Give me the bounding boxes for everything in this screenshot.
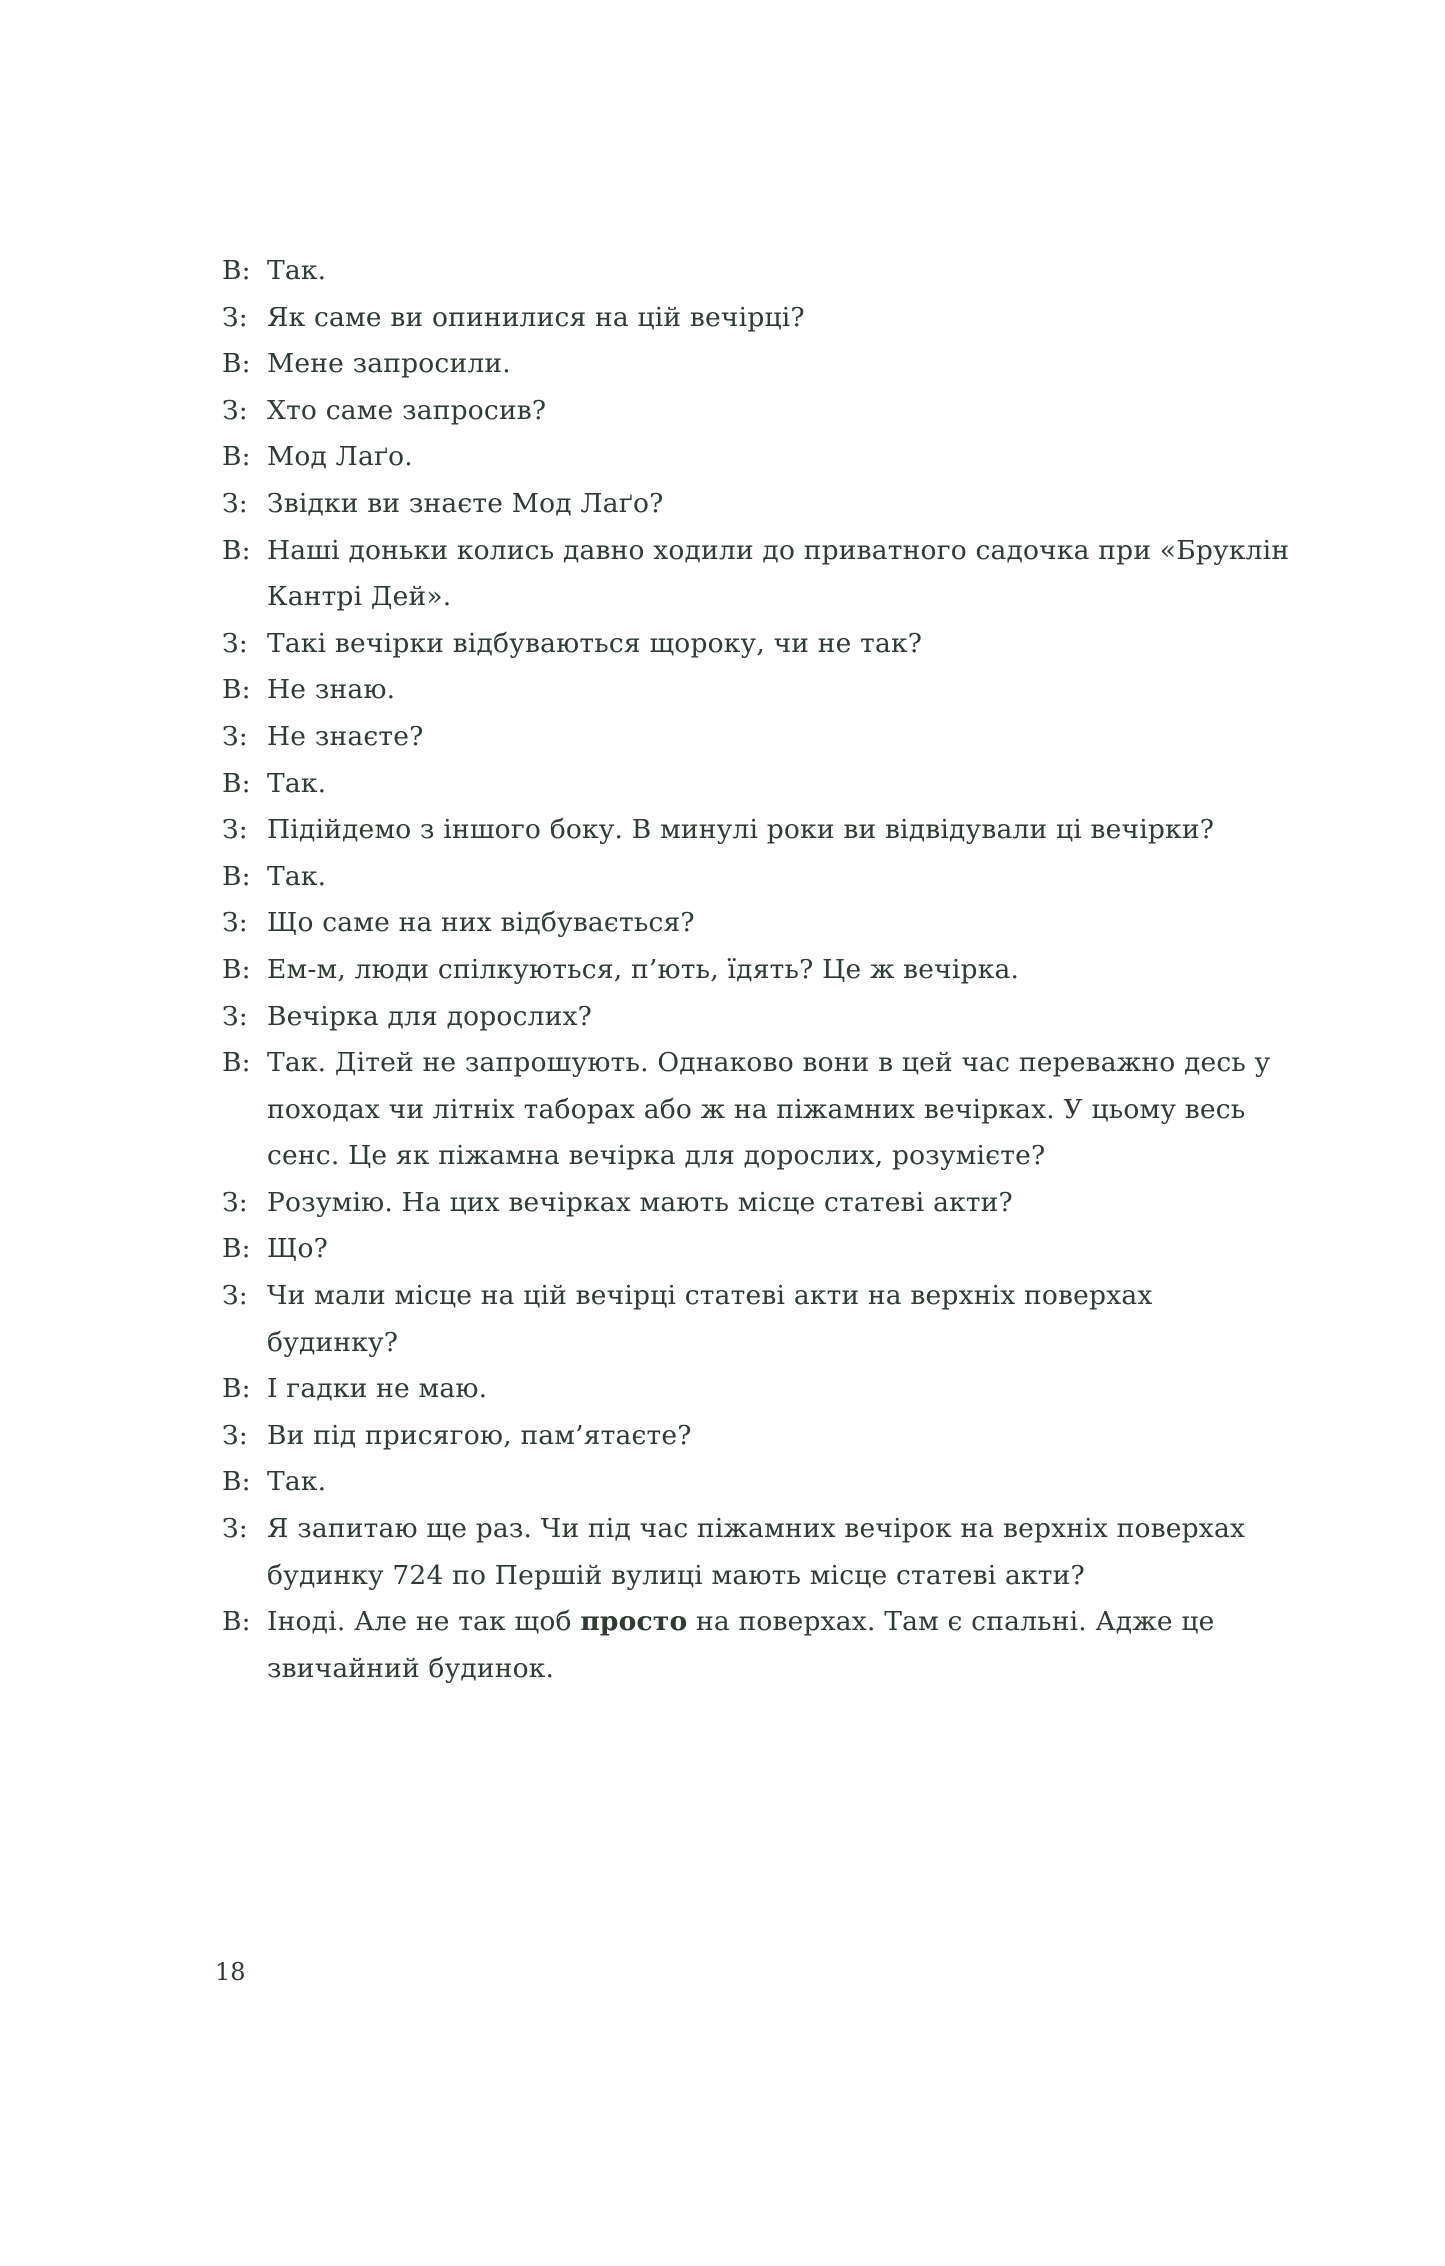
transcript-line — [222, 1040, 1292, 1180]
speaker-label: В: — [222, 860, 251, 892]
utterance-text: Такі вечірки відбуваються щороку, чи не так? — [267, 627, 923, 659]
utterance-text: Звідки ви знаєте Мод Лаґо? — [267, 487, 664, 519]
utterance-text: Не знаю. — [267, 674, 396, 706]
speaker-label: В: — [222, 348, 251, 380]
speaker-label: З: — [222, 1000, 248, 1032]
utterance-text: Так. — [267, 767, 327, 799]
speaker-label: З: — [222, 1419, 248, 1451]
speaker-label: З: — [222, 720, 248, 752]
speaker-label: В: — [222, 767, 251, 799]
utterance-text: Мене запросили. — [267, 348, 511, 380]
transcript-line — [222, 1366, 1292, 1413]
speaker-label: В: — [222, 674, 251, 706]
transcript-line — [222, 621, 1292, 668]
transcript-line — [222, 434, 1292, 481]
speaker-label: З: — [222, 487, 248, 519]
speaker-label: З: — [222, 814, 248, 846]
transcript-line — [222, 947, 1292, 994]
transcript-line — [222, 854, 1292, 901]
utterance-text: Хто саме запросив? — [267, 394, 547, 426]
speaker-label: З: — [222, 627, 248, 659]
utterance-text: Не знаєте? — [267, 720, 424, 752]
transcript-line — [222, 1599, 1292, 1692]
speaker-label: В: — [222, 1373, 251, 1405]
utterance-text: Так. — [267, 1466, 327, 1498]
transcript-line — [222, 1273, 1292, 1366]
utterance-text: І гадки не маю. — [267, 1373, 488, 1405]
transcript-line — [222, 1506, 1292, 1599]
utterance-text: Підійдемо з іншого боку. В минулі роки ви відвідували ці вечірки? — [267, 814, 1215, 846]
utterance-text: Вечірка для дорослих? — [267, 1000, 593, 1032]
utterance-text: Що? — [267, 1233, 329, 1265]
transcript-line — [222, 248, 1292, 295]
speaker-label: В: — [222, 953, 251, 985]
utterance-text: Як саме ви опинилися на цій вечірці? — [267, 301, 805, 333]
transcript-body — [222, 248, 1292, 1692]
transcript-line — [222, 1413, 1292, 1460]
transcript-line — [222, 900, 1292, 947]
speaker-label: З: — [222, 1280, 248, 1312]
utterance-text: Так. Дітей не запрошують. Однаково вони в цей час переважно десь у походах чи літніх таборах або ж на піжамних вечірках. У цьому весь сенс. Це як піжамна вечірка для дорослих, розумієте? — [267, 1047, 1271, 1172]
transcript-line — [222, 1226, 1292, 1273]
utterance-text: Я запитаю ще раз. Чи під час піжамних вечірок на верхніх поверхах будинку 724 по Першій вулиці мають місце статеві акти? — [267, 1513, 1246, 1591]
page-number: 18 — [215, 1958, 246, 1986]
utterance-text: Так. — [267, 255, 327, 286]
transcript-line — [222, 528, 1292, 621]
transcript-line — [222, 667, 1292, 714]
utterance-text: Чи мали місце на цій вечірці статеві акти на верхніх поверхах будинку? — [267, 1280, 1153, 1358]
utterance-text: Іноді. Але не так щоб просто на поверхах. Там є спальні. Адже це звичайний будинок. — [267, 1606, 1215, 1684]
transcript-line — [222, 388, 1292, 435]
speaker-label: З: — [222, 394, 248, 426]
speaker-label: З: — [222, 301, 248, 333]
transcript-line — [222, 994, 1292, 1041]
speaker-label: В: — [222, 1606, 251, 1638]
transcript-line — [222, 807, 1292, 854]
utterance-text: Ем-м, люди спілкуються, п’ють, їдять? Це ж вечірка. — [267, 953, 1020, 985]
speaker-label: В: — [222, 1047, 251, 1079]
speaker-label: В: — [222, 1466, 251, 1498]
transcript-line — [222, 341, 1292, 388]
transcript-line — [222, 1180, 1292, 1227]
speaker-label: З: — [222, 1513, 248, 1545]
speaker-label: В: — [222, 1233, 251, 1265]
speaker-label: В: — [222, 255, 251, 286]
utterance-text: Наші доньки колись давно ходили до приватного садочка при «Бруклін Кантрі Дей». — [267, 534, 1290, 613]
utterance-text: Що саме на них відбувається? — [267, 907, 695, 939]
transcript-line — [222, 1459, 1292, 1506]
transcript-line — [222, 481, 1292, 528]
speaker-label: В: — [222, 441, 251, 473]
utterance-text: Ви під присягою, пам’ятаєте? — [267, 1419, 692, 1451]
utterance-text: Мод Лаґо. — [267, 441, 413, 473]
utterance-text: Розумію. На цих вечірках мають місце статеві акти? — [267, 1186, 1013, 1218]
transcript-line — [222, 295, 1292, 342]
speaker-label: З: — [222, 907, 248, 939]
transcript-line — [222, 714, 1292, 761]
utterance-text: Так. — [267, 860, 327, 892]
transcript-line — [222, 761, 1292, 808]
speaker-label: В: — [222, 534, 251, 566]
speaker-label: З: — [222, 1186, 248, 1218]
